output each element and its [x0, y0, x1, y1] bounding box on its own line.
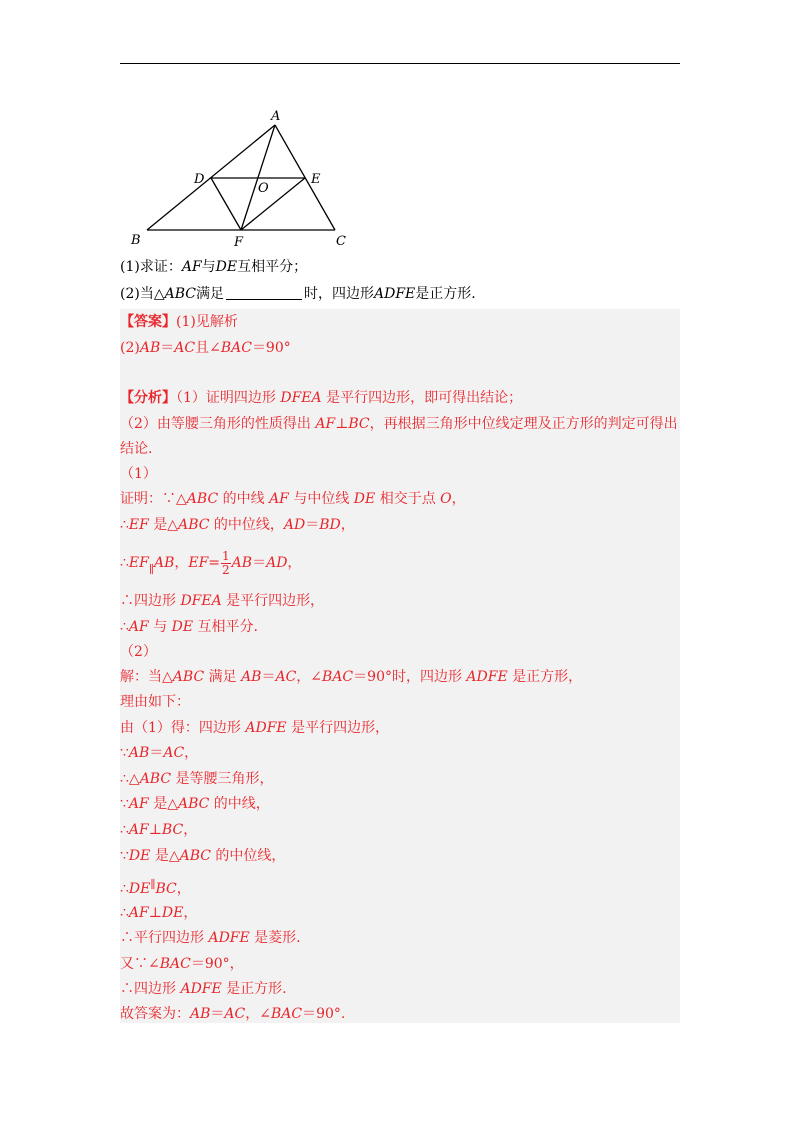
proof-line-5: ∴AF 与 DE 互相平分. [120, 619, 259, 635]
solution-line-13: ∴四边形 ADFE 是正方形. [120, 981, 287, 997]
analysis-part-2: （2） [120, 644, 157, 660]
solution-line-5: ∴△ABC 是等腰三角形， [120, 771, 274, 787]
label-c: C [336, 234, 346, 249]
solution-line-3: 由（1）得：四边形 ADFE 是平行四边形， [120, 720, 390, 736]
proof-line-4: ∴四边形 DFEA 是平行四边形， [120, 593, 325, 609]
analysis-line-2: （2）由等腰三角形的性质得出 AF⊥BC，再根据三角形中位线定理及正方形的判定可得出 [120, 416, 678, 432]
segment-df [211, 178, 241, 230]
solution-line-10: ∴AF⊥DE， [120, 905, 198, 921]
label-d: D [194, 172, 205, 187]
fraction-one-half: $\frac{1}{2}$ [222, 548, 230, 577]
label-o: O [258, 181, 269, 196]
proof-line-3: $\therefore EF_\parallel$ AB，EF= $\frac{1}{2}$ AB＝AD， [120, 548, 302, 577]
solution-line-11: ∴平行四边形 ADFE 是菱形. [120, 930, 301, 946]
header-rule [120, 63, 680, 64]
solution-line-14: 故答案为：AB＝AC，∠BAC＝90°. [120, 1006, 346, 1022]
solution-line-8: ∵DE 是△ABC 的中位线， [120, 848, 286, 864]
solution-line-4: ∵AB＝AC， [120, 745, 199, 761]
question-1: (1)求证：AF与DE互相平分； [120, 259, 308, 275]
label-f: F [234, 235, 244, 250]
segment-ef [241, 178, 305, 230]
question-2: (2)当△ABC满足 时，四边形ADFE是正方形. [120, 286, 476, 302]
answer-line-2: (2)AB＝AC且∠BAC＝90° [120, 340, 291, 356]
analysis-part-1: （1） [120, 466, 157, 482]
analysis-line-3: 结论. [120, 441, 153, 457]
label-a: A [271, 109, 281, 124]
answer-blank[interactable] [226, 285, 302, 300]
solution-line-12: 又∵∠BAC＝90°， [120, 956, 244, 972]
solution-line-9: ∴DE∥ BC， [120, 878, 191, 897]
triangle-diagram [125, 105, 365, 255]
solution-line-1: 解：当△ABC 满足 AB＝AC，∠BAC＝90°时，四边形 ADFE 是正方形， [120, 669, 583, 685]
solution-line-7: ∴AF⊥BC， [120, 822, 198, 838]
solution-line-6: ∵AF 是△ABC 的中线， [120, 796, 270, 812]
answer-line-1: 【答案】(1)见解析 [120, 314, 238, 330]
solution-line-2: 理由如下： [120, 694, 190, 710]
proof-line-1: 证明：∵△ABC 的中线 AF 与中位线 DE 相交于点 O， [120, 491, 466, 507]
proof-line-2: ∴EF 是△ABC 的中位线，AD＝BD， [120, 517, 355, 533]
label-b: B [131, 233, 141, 248]
label-e: E [311, 172, 321, 187]
analysis-line-1: 【分析】（1）证明四边形 DFEA 是平行四边形，即可得出结论； [120, 390, 523, 406]
triangle-figure [125, 105, 365, 255]
